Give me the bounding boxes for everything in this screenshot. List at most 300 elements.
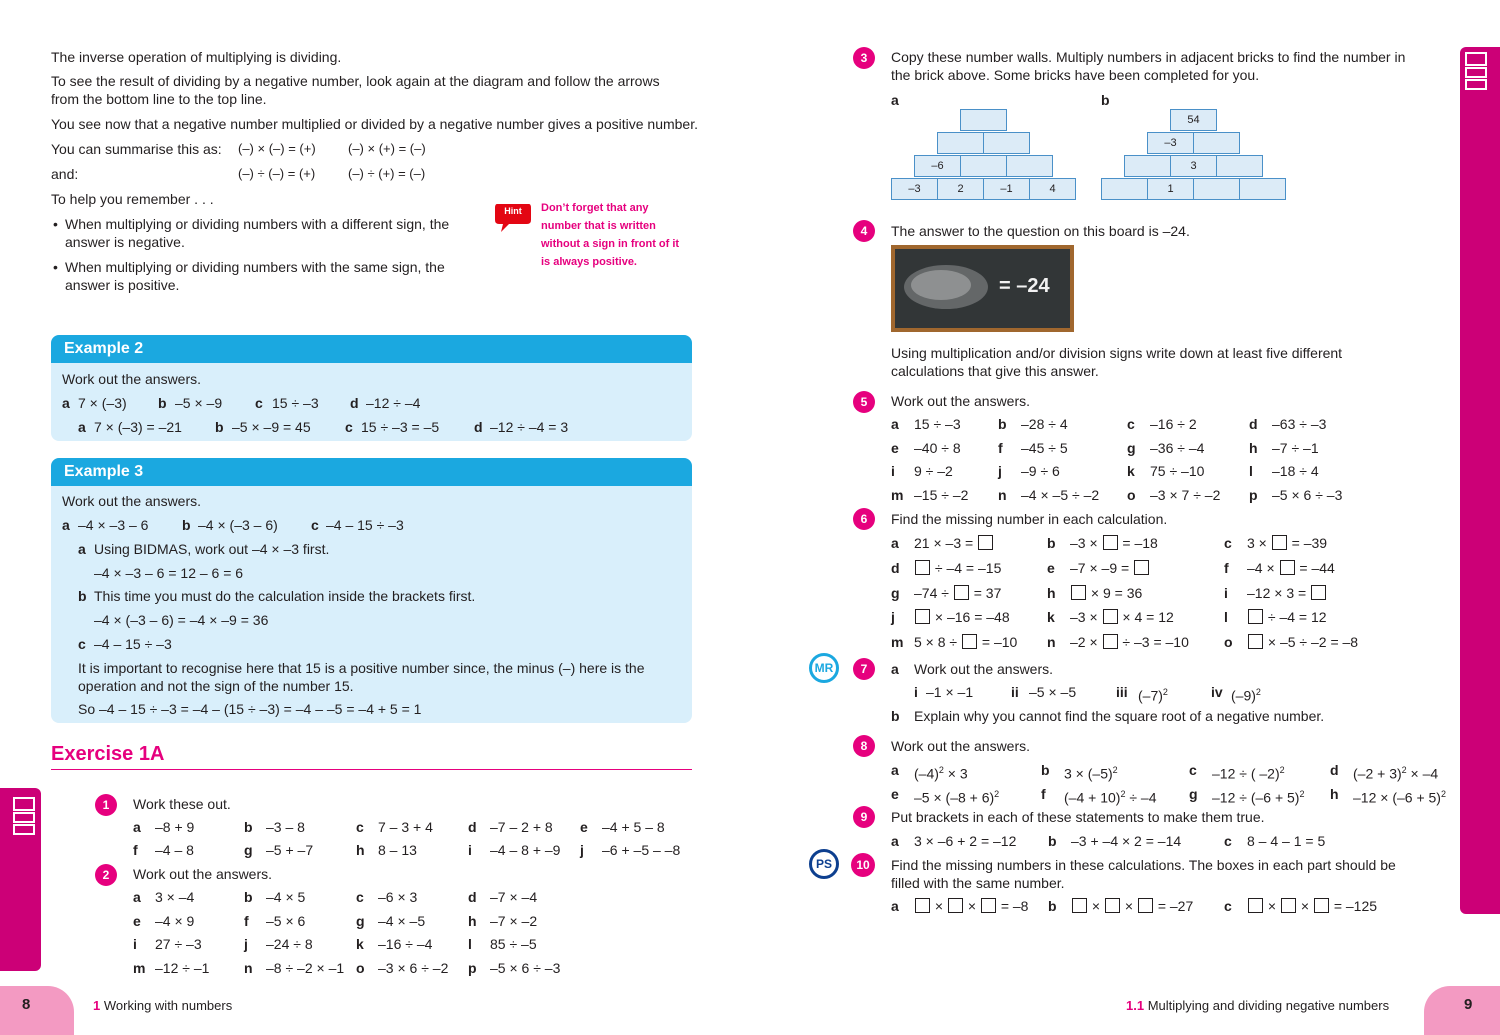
expression: $(-9)^2$ — [1231, 687, 1261, 704]
part-label: f — [1224, 559, 1229, 576]
part-label: i — [1224, 584, 1228, 601]
hint-line: is always positive. — [541, 256, 637, 268]
expression: × 9 = 36 — [1070, 584, 1142, 602]
part-label: i — [133, 936, 137, 952]
answer: 7 × (–3) = –21 — [94, 419, 182, 435]
bullet-text: answer is negative. — [65, 234, 185, 250]
expression: –4 × –3 – 6 — [78, 517, 149, 533]
expression: –45 ÷ 5 — [1021, 439, 1068, 456]
expression: 85 ÷ –5 — [490, 936, 537, 952]
expression: $-5 \times (-8 + 6)^2$ — [914, 789, 1000, 806]
intro-line: from the bottom line to the top line. — [51, 91, 267, 107]
wall-brick: 54 — [1170, 109, 1217, 131]
question-text: Using multiplication and/or division signs write down at least five different — [891, 345, 1343, 361]
expression: $(-2 + 3)^2 \times -4$ — [1353, 765, 1439, 782]
part-label: iv — [1211, 684, 1223, 700]
part-label: a — [891, 833, 899, 849]
part-label: d — [891, 559, 900, 576]
part-label: e — [1047, 559, 1055, 576]
part-label: o — [356, 959, 365, 976]
footer-chapter — [93, 997, 232, 1015]
question-text: the brick above. Some bricks have been completed for you. — [891, 67, 1260, 83]
section-number: 1.1 — [1126, 998, 1145, 1013]
expression: $3 \times (-5)^2$ — [1064, 765, 1118, 782]
expression: –5 + –7 — [266, 842, 314, 858]
expression: –4 × –5 ÷ –2 — [1021, 486, 1100, 503]
wall-brick[interactable] — [937, 132, 984, 154]
wall-brick[interactable] — [983, 132, 1030, 154]
example3-step: Using BIDMAS, work out –4 × –3 first. — [94, 541, 330, 557]
answer-box[interactable] — [1248, 609, 1263, 624]
intro-line: The inverse operation of multiplying is dividing. — [51, 49, 342, 65]
example2-title: Example 2 — [51, 335, 692, 363]
part-label: d — [468, 889, 477, 905]
example3-step: This time you must do the calculation inside the brackets first. — [94, 588, 476, 604]
bullet-text: answer is positive. — [65, 277, 180, 293]
page-number: 8 — [22, 996, 31, 1013]
part-label: c — [1224, 898, 1232, 914]
answer-box[interactable] — [1272, 535, 1287, 550]
question-text: filled with the same number. — [891, 875, 1065, 891]
part-label: a — [78, 541, 86, 557]
example3-step: –4 – 15 ÷ –3 — [94, 636, 172, 652]
question-text: Work out the answers. — [891, 738, 1031, 754]
expression: –7 × –2 — [490, 912, 538, 929]
part-label: b — [998, 416, 1007, 432]
part-label: n — [998, 486, 1007, 503]
wall-brick[interactable] — [1193, 178, 1240, 200]
expression: –5 × 6 ÷ –3 — [490, 959, 561, 976]
part-label: c — [1224, 833, 1232, 849]
part-label: d — [474, 419, 483, 435]
example3-step: So –4 – 15 ÷ –3 = –4 – (15 ÷ –3) = –4 – –5 = –4 + 5 = 1 — [78, 701, 422, 717]
part-label: iii — [1116, 684, 1128, 700]
wall-brick: 2 — [937, 178, 984, 200]
expression: $(-7)^2$ — [1138, 687, 1168, 704]
part-label: c — [345, 419, 353, 435]
question-text: Work out the answers. — [891, 393, 1031, 409]
wall-brick[interactable] — [1239, 178, 1286, 200]
expression: 27 ÷ –3 — [155, 936, 202, 952]
part-label: j — [244, 936, 248, 952]
hint-line: without a sign in front of it — [541, 238, 680, 250]
expression: 7 × (–3) — [78, 395, 127, 411]
expression: –12 ÷ ( –2)$^2$ — [1212, 765, 1285, 782]
part-label: f — [1041, 786, 1046, 802]
expression: –12 × 3 = — [1247, 584, 1327, 602]
part-label: b — [1101, 92, 1110, 108]
expression: –36 ÷ –4 — [1150, 439, 1205, 456]
expression: –7 × –4 — [490, 889, 538, 905]
expression: –9 ÷ 6 — [1021, 463, 1060, 479]
expression: 75 ÷ –10 — [1150, 463, 1205, 479]
part-label: g — [1127, 439, 1136, 456]
expression: –7 × –9 = — [1070, 559, 1150, 577]
part-label: a — [78, 419, 86, 435]
question-text: Work out the answers. — [914, 661, 1054, 677]
expression: –40 ÷ 8 — [914, 439, 961, 456]
part-label: f — [998, 439, 1003, 456]
section-title: Multiplying and dividing negative numbers — [1147, 998, 1390, 1013]
exercise-title: Exercise 1A — [51, 743, 165, 765]
part-label: h — [468, 912, 477, 929]
expression: –3 × 7 ÷ –2 — [1150, 486, 1221, 503]
expression: –4 – 8 — [155, 842, 194, 858]
expression: –2 × ÷ –3 = –10 — [1070, 634, 1189, 651]
question-text: Work these out. — [133, 796, 231, 812]
wall-brick: –6 — [914, 155, 961, 177]
expression: –4 – 15 ÷ –3 — [326, 517, 404, 533]
answer-box[interactable] — [1105, 898, 1120, 913]
expression: –3 × = –18 — [1070, 535, 1158, 551]
part-label: g — [891, 584, 900, 601]
wall-brick: 3 — [1170, 155, 1217, 177]
chapter-number: 1 — [93, 998, 101, 1013]
tab-bars-icon — [1465, 52, 1487, 88]
expression: –4 × 9 — [155, 912, 195, 929]
question-text: The answer to the question on this board is –24. — [891, 223, 1190, 239]
part-label: h — [1330, 786, 1339, 802]
part-label: b — [244, 889, 253, 905]
expression: –74 ÷ = 37 — [914, 584, 1002, 601]
page-number: 9 — [1464, 996, 1473, 1013]
part-label: b — [182, 517, 191, 533]
question-text: Copy these number walls. Multiply numbers in adjacent bricks to find the number in — [891, 49, 1406, 65]
part-label: a — [62, 395, 70, 411]
expression: 15 ÷ –3 — [272, 395, 319, 411]
part-label: a — [891, 92, 899, 108]
part-label: b — [891, 708, 900, 724]
expression: 15 ÷ –3 — [914, 416, 961, 432]
expression: –5 × 6 — [266, 912, 306, 929]
answer-box[interactable] — [915, 560, 930, 575]
part-label: k — [356, 936, 364, 952]
part-label: n — [1047, 634, 1056, 651]
question-number: 3 — [853, 47, 875, 69]
rule: (–) ÷ (–) = (+) — [238, 166, 316, 181]
ps-badge: PS — [809, 849, 839, 879]
part-label: b — [215, 419, 224, 435]
chalkboard — [895, 249, 1070, 328]
expression: –18 ÷ 4 — [1272, 463, 1319, 479]
part-label: d — [1330, 762, 1339, 778]
part-label: h — [1249, 439, 1258, 456]
footer-section — [1126, 997, 1389, 1015]
part-label: a — [891, 762, 899, 778]
example3-step: operation and not the sign of the number 15. — [78, 678, 354, 694]
expression: –63 ÷ –3 — [1272, 416, 1327, 432]
part-label: b — [1041, 762, 1050, 778]
part-label: c — [356, 889, 364, 905]
part-label: e — [891, 439, 899, 456]
expression: –7 – 2 + 8 — [490, 819, 553, 835]
exercise-divider — [51, 769, 692, 770]
wall-brick[interactable] — [1006, 155, 1053, 177]
part-label: l — [1249, 463, 1253, 479]
expression: 8 – 13 — [378, 842, 417, 858]
wall-brick[interactable] — [1193, 132, 1240, 154]
expression: ÷ –4 = –15 — [914, 559, 1001, 577]
smudge-icon — [901, 261, 991, 313]
example3-step: –4 × –3 – 6 = 12 – 6 = 6 — [94, 565, 244, 581]
expression: –7 ÷ –1 — [1272, 439, 1319, 456]
question-text: Find the missing number in each calculation. — [891, 511, 1168, 527]
part-label: d — [1249, 416, 1258, 432]
question-text: Put brackets in each of these statements to make them true. — [891, 809, 1265, 825]
part-label: b — [78, 588, 87, 604]
part-label: b — [244, 819, 253, 835]
part-label: l — [468, 936, 472, 952]
part-label: n — [244, 959, 253, 976]
wall-brick[interactable] — [1101, 178, 1148, 200]
board-answer: = –24 — [999, 275, 1050, 297]
expression: –3 × 6 ÷ –2 — [378, 959, 449, 976]
question-text: Find the missing numbers in these calculations. The boxes in each part should be — [891, 857, 1396, 873]
part-label: d — [350, 395, 359, 411]
part-label: c — [1189, 762, 1197, 778]
expression: $(-4 + 10)^2 \div -4$ — [1064, 789, 1157, 806]
wall-brick[interactable] — [960, 155, 1007, 177]
question-number: 5 — [853, 391, 875, 413]
question-number: 1 — [95, 794, 117, 816]
part-label: f — [133, 842, 138, 858]
answer-box[interactable] — [1281, 898, 1296, 913]
part-label: e — [133, 912, 141, 929]
expression: –6 × 3 — [378, 889, 418, 905]
question-text: Work out the answers. — [133, 866, 273, 882]
expression: –8 ÷ –2 × –1 — [266, 959, 345, 976]
answer-box[interactable] — [1103, 634, 1118, 649]
part-label: a — [62, 517, 70, 533]
expression: $-12 \div (-6 + 5)^2$ — [1212, 789, 1305, 806]
chalkboard-frame — [891, 245, 1074, 332]
example2-intro: Work out the answers. — [62, 371, 202, 387]
part-label: m — [133, 959, 146, 976]
expression: × –5 ÷ –2 = –8 — [1247, 633, 1358, 651]
part-label: h — [1047, 584, 1056, 601]
expression: –1 × –1 — [926, 684, 974, 700]
answer: –5 × –9 = 45 — [232, 419, 311, 435]
hint-tag: Hint — [504, 206, 522, 216]
expression: –8 + 9 — [155, 819, 195, 835]
expression: –6 + –5 – –8 — [602, 842, 681, 858]
part-label: k — [1127, 463, 1135, 479]
wall-brick: 4 — [1029, 178, 1076, 200]
example3-step: It is important to recognise here that 15 is a positive number since, the minus (–) here is the — [78, 660, 645, 676]
expression: × × = –27 — [1071, 897, 1193, 915]
part-label: m — [891, 486, 904, 503]
hint-line: Don’t forget that any — [541, 202, 649, 214]
answer-box[interactable] — [1134, 560, 1149, 575]
question-number: 7 — [853, 658, 875, 680]
expression: $(-4)^2 \times 3$ — [914, 765, 968, 782]
part-label: c — [78, 636, 86, 652]
expression: –28 ÷ 4 — [1021, 416, 1068, 432]
part-label: c — [356, 819, 364, 835]
part-label: p — [468, 959, 477, 976]
answer-box[interactable] — [1138, 898, 1153, 913]
expression: –5 × –9 — [175, 395, 223, 411]
part-label: o — [1127, 486, 1136, 503]
example3-title: Example 3 — [51, 458, 692, 486]
part-label: e — [580, 819, 588, 835]
part-label: i — [914, 684, 918, 700]
intro-line: To help you remember . . . — [51, 191, 214, 207]
part-label: a — [891, 535, 899, 551]
expression: –4 × = –44 — [1247, 559, 1335, 576]
expression: –5 × –5 — [1029, 684, 1077, 700]
expression: –4 + 5 – 8 — [602, 819, 665, 835]
part-label: f — [244, 912, 249, 929]
part-label: h — [356, 842, 365, 858]
expression: 3 × –6 + 2 = –12 — [914, 833, 1017, 849]
intro-line: You can summarise this as: — [51, 141, 222, 157]
expression: –16 ÷ 2 — [1150, 416, 1197, 432]
part-label: g — [1189, 786, 1198, 802]
answer-box[interactable] — [978, 535, 993, 550]
part-label: g — [356, 912, 365, 929]
expression: –4 × 5 — [266, 889, 306, 905]
expression: $-12 \times (-6 + 5)^2$ — [1353, 789, 1446, 806]
question-number: 6 — [853, 508, 875, 530]
bullet-text: When multiplying or dividing numbers with a different sign, the — [65, 216, 450, 232]
answer-box[interactable] — [915, 609, 930, 624]
answer-box[interactable] — [915, 898, 930, 913]
bullet-dot: • — [53, 259, 58, 275]
part-label: c — [1224, 535, 1232, 551]
part-label: ii — [1011, 684, 1019, 700]
answer-box[interactable] — [1311, 585, 1326, 600]
part-label: a — [133, 819, 141, 835]
answer-box[interactable] — [981, 898, 996, 913]
rule: (–) ÷ (+) = (–) — [348, 166, 426, 181]
expression: –24 ÷ 8 — [266, 936, 313, 952]
example3-step: –4 × (–3 – 6) = –4 × –9 = 36 — [94, 612, 269, 628]
chapter-tab — [1460, 47, 1500, 914]
answer-box[interactable] — [1071, 585, 1086, 600]
wall-brick[interactable] — [1216, 155, 1263, 177]
chapter-title: Working with numbers — [103, 998, 233, 1013]
tab-bars-icon — [13, 797, 35, 833]
expression: –12 ÷ –4 — [366, 395, 421, 411]
part-label: b — [158, 395, 167, 411]
bullet-text: When multiplying or dividing numbers with the same sign, the — [65, 259, 445, 275]
part-label: a — [133, 889, 141, 905]
question-text: calculations that give this answer. — [891, 363, 1099, 379]
part-label: c — [255, 395, 263, 411]
part-label: c — [311, 517, 319, 533]
answer: –12 ÷ –4 = 3 — [490, 419, 569, 435]
page-number-tab — [1424, 986, 1500, 1035]
expression: –16 ÷ –4 — [378, 936, 433, 952]
part-label: j — [891, 609, 895, 626]
question-number: 8 — [853, 735, 875, 757]
answer-box[interactable] — [1280, 560, 1295, 575]
rule: (–) × (–) = (+) — [238, 141, 316, 156]
answer-box[interactable] — [962, 634, 977, 649]
part-label: e — [891, 786, 899, 802]
part-label: j — [998, 463, 1002, 479]
rule: (–) × (+) = (–) — [348, 141, 426, 156]
part-label: a — [891, 661, 899, 677]
part-label: i — [891, 463, 895, 479]
expression: 7 – 3 + 4 — [378, 819, 433, 835]
wall-brick: 1 — [1147, 178, 1194, 200]
part-label: k — [1047, 609, 1055, 626]
mr-badge: MR — [809, 653, 839, 683]
question-number: 10 — [851, 853, 875, 877]
wall-brick: –3 — [1147, 132, 1194, 154]
intro-line: To see the result of dividing by a negative number, look again at the diagram and follow the arrows — [51, 73, 660, 89]
expression: –15 ÷ –2 — [914, 486, 969, 503]
question-number: 9 — [853, 806, 875, 828]
expression: 9 ÷ –2 — [914, 463, 953, 479]
expression: –4 – 8 + –9 — [490, 842, 561, 858]
expression: 8 – 4 – 1 = 5 — [1247, 833, 1326, 849]
answer-box[interactable] — [1314, 898, 1329, 913]
part-label: l — [1224, 609, 1228, 626]
answer-box[interactable] — [1248, 898, 1263, 913]
part-label: m — [891, 634, 904, 651]
question-text: Explain why you cannot find the square root of a negative number. — [914, 708, 1325, 724]
part-label: o — [1224, 634, 1233, 651]
answer-box[interactable] — [1103, 609, 1118, 624]
expression: 21 × –3 = — [914, 534, 994, 552]
answer-box[interactable] — [1072, 898, 1087, 913]
part-label: b — [1047, 535, 1056, 551]
answer-box[interactable] — [948, 898, 963, 913]
part-label: a — [891, 898, 899, 914]
answer-box[interactable] — [1103, 535, 1118, 550]
intro-line: and: — [51, 166, 79, 182]
expression: –4 × –5 — [378, 912, 426, 929]
part-label: j — [580, 842, 584, 858]
expression: –3 – 8 — [266, 819, 305, 835]
expression: × –16 = –48 — [914, 608, 1010, 626]
part-label: p — [1249, 486, 1258, 503]
wall-brick[interactable] — [1124, 155, 1171, 177]
expression: 3 × –4 — [155, 889, 195, 905]
expression: × × = –125 — [1247, 897, 1377, 915]
question-number: 2 — [95, 864, 117, 886]
expression: –12 ÷ –1 — [155, 959, 210, 976]
wall-brick: –1 — [983, 178, 1030, 200]
part-label: d — [468, 819, 477, 835]
wall-brick[interactable] — [960, 109, 1007, 131]
expression: × × = –8 — [914, 897, 1028, 915]
question-number: 4 — [853, 220, 875, 242]
expression: –5 × 6 ÷ –3 — [1272, 486, 1343, 503]
wall-brick: –3 — [891, 178, 938, 200]
part-label: b — [1048, 898, 1057, 914]
answer: 15 ÷ –3 = –5 — [361, 419, 440, 435]
bullet-dot: • — [53, 216, 58, 232]
intro-line: You see now that a negative number multiplied or divided by a negative number gives a positive number. — [51, 116, 698, 132]
expression: –3 × × 4 = 12 — [1070, 609, 1174, 626]
expression: 3 × = –39 — [1247, 535, 1328, 551]
hint-line: number that is written — [541, 220, 656, 232]
part-label: g — [244, 842, 253, 858]
answer-box[interactable] — [954, 585, 969, 600]
answer-box[interactable] — [1248, 634, 1263, 649]
expression: –3 + –4 × 2 = –14 — [1071, 833, 1182, 849]
expression: ÷ –4 = 12 — [1247, 608, 1327, 626]
part-label: i — [468, 842, 472, 858]
example3-intro: Work out the answers. — [62, 493, 202, 509]
part-label: b — [1048, 833, 1057, 849]
part-label: c — [1127, 416, 1135, 432]
page-number-tab — [0, 986, 74, 1035]
